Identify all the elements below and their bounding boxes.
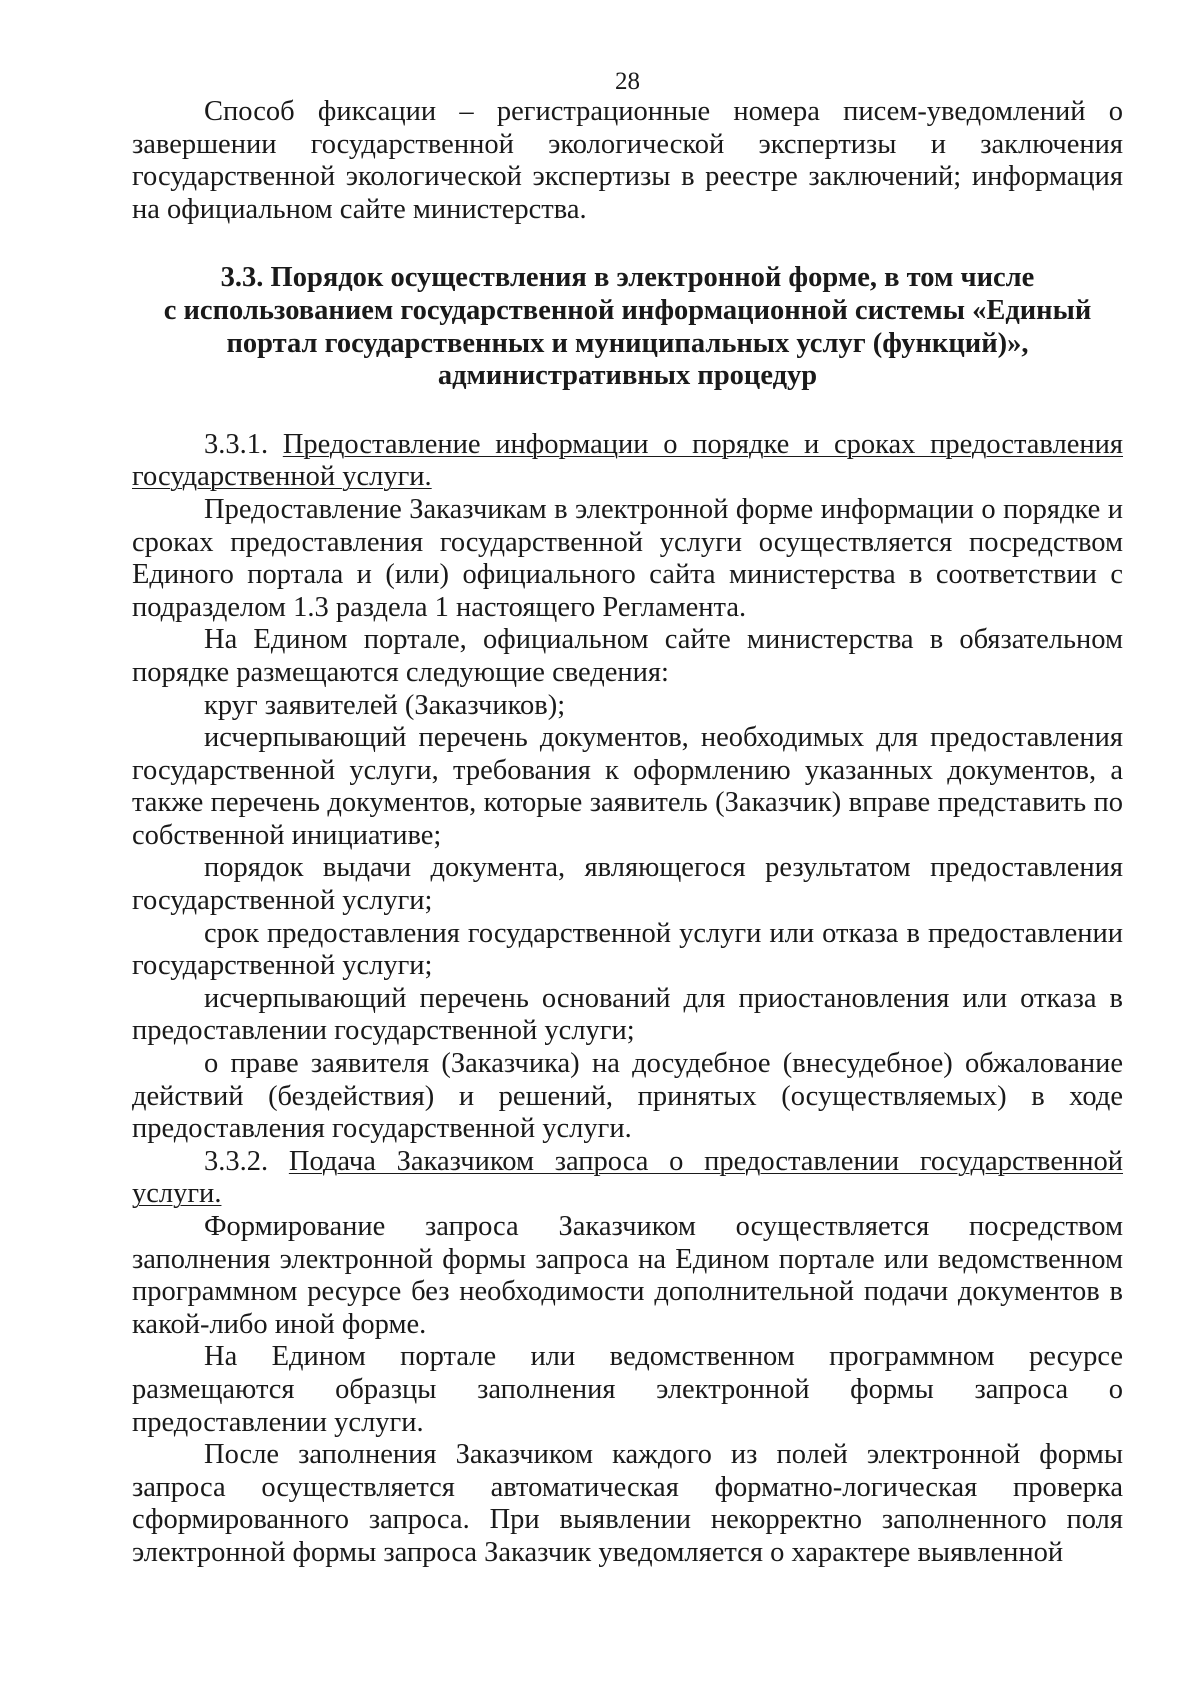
section-heading bbox=[132, 262, 1123, 392]
paragraph: На Едином портале, официальном сайте министерства в обязательном порядке размещаются следующие сведения: bbox=[132, 624, 1123, 688]
paragraph: На Едином портале или ведомственном программном ресурсе размещаются образцы заполнения электронной формы запроса о предоставлении услуги. bbox=[132, 1341, 1123, 1438]
list-item: круг заявителей (Заказчиков); bbox=[204, 689, 566, 721]
paragraph: После заполнения Заказчиком каждого из полей электронной формы запроса осуществляется автоматическая форматно-логическая проверка сформированного запроса. При выявлении некорректно заполненного поля электронной формы запроса Заказчик уведомляется о характере выявленной bbox=[132, 1439, 1123, 1568]
list-item: срок предоставления государственной услуги или отказа в предоставлении государственной услуги; bbox=[132, 917, 1123, 982]
item-number: 3.3.2. bbox=[204, 1145, 289, 1177]
list-item: порядок выдачи документа, являющегося результатом предоставления государственной услуги; bbox=[132, 852, 1123, 917]
item-3-3-2-heading bbox=[132, 1146, 1123, 1211]
paragraph: Предоставление Заказчикам в электронной форме информации о порядке и сроках предоставления государственной услуги осуществляется посредством Единого портала и (или) официального сайта министерства в соответствии с подразделом 1.3 раздела 1 настоящего Регламента. bbox=[132, 493, 1123, 623]
list-item: о праве заявителя (Заказчика) на досудебное (внесудебное) обжалование действий (бездействия) и решений, принятых (осуществляемых) в ходе предоставления государственной услуги. bbox=[132, 1048, 1123, 1145]
list-item: исчерпывающий перечень оснований для приостановления или отказа в предоставлении государственной услуги; bbox=[132, 982, 1123, 1047]
section-heading-line: портал государственных и муниципальных услуг (функций)», bbox=[226, 327, 1029, 359]
item-3-3-1-heading bbox=[132, 429, 1123, 494]
item-title: Подача Заказчиком запроса о предоставлении государственной услуги. bbox=[132, 1145, 1123, 1210]
section-heading-line: с использованием государственной информационной системы «Единый bbox=[163, 294, 1092, 326]
document-page bbox=[132, 68, 1123, 1570]
list-item: исчерпывающий перечень документов, необходимых для предоставления государственной услуги, требования к оформлению указанных документов, а также перечень документов, которые заявитель (Заказчик) вправе представить по собственной инициативе; bbox=[132, 722, 1123, 851]
item-number: 3.3.1. bbox=[204, 428, 283, 460]
paragraph-fixation-method: Способ фиксации – регистрационные номера писем-уведомлений о завершении государственной экологической экспертизы и заключения государственной экологической экспертизы в реестре заключений; информация на официальном сайте министерства. bbox=[132, 96, 1123, 225]
section-heading-line: 3.3. Порядок осуществления в электронной форме, в том числе bbox=[220, 262, 1035, 294]
item-title: Предоставление информации о порядке и сроках предоставления государственной услуги. bbox=[132, 428, 1124, 493]
section-heading-line: административных процедур bbox=[437, 360, 818, 392]
page-number: 28 bbox=[615, 68, 640, 95]
paragraph: Формирование запроса Заказчиком осуществляется посредством заполнения электронной формы запроса на Едином портале или ведомственном программном ресурсе без необходимости дополнительной подачи документов в какой-либо иной форме. bbox=[132, 1211, 1123, 1340]
